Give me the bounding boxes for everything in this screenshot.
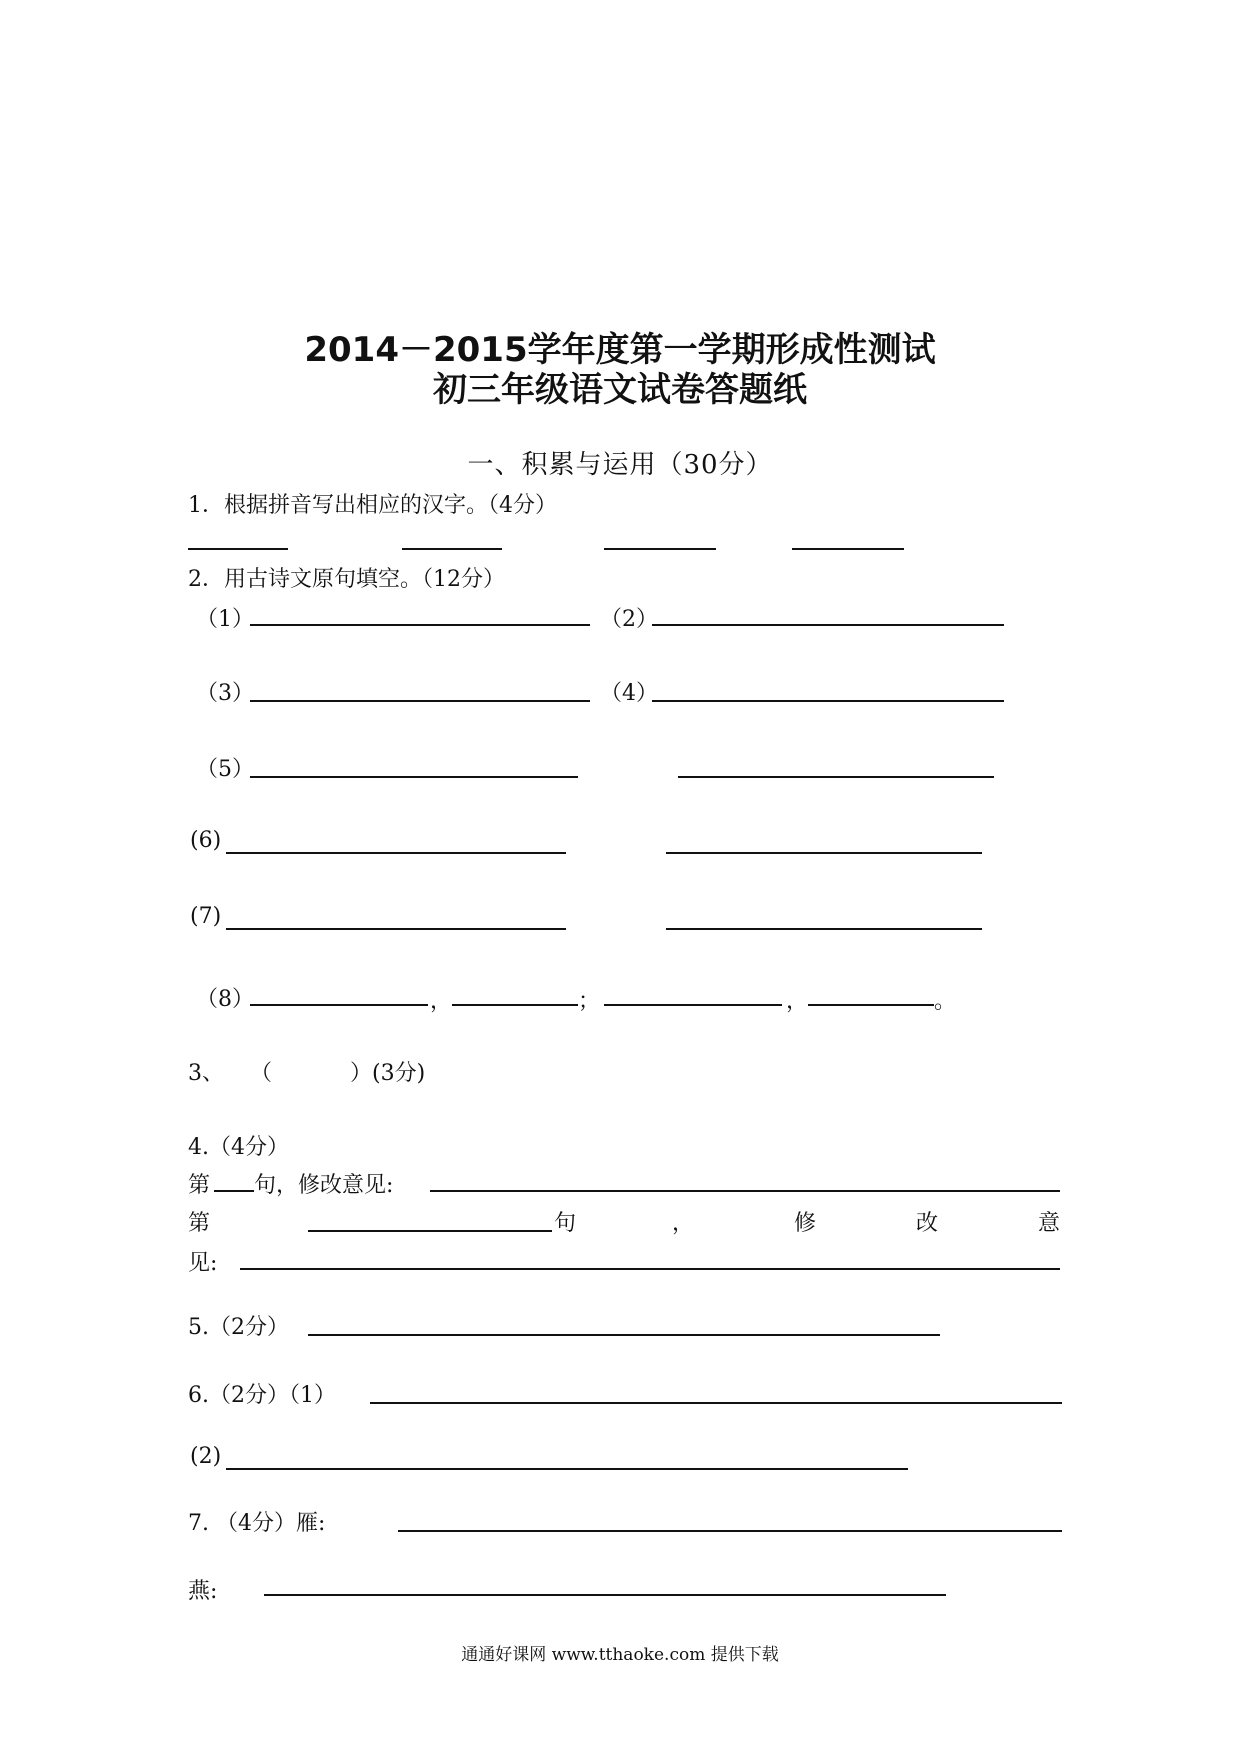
q4-line2-yi: 意 [1038, 1211, 1061, 1236]
q4-line2-comma: ， [672, 1211, 695, 1236]
question-6-label: 6.（2分）（1） [188, 1383, 336, 1408]
answer-line-q6-1[interactable] [370, 1402, 1062, 1404]
q3-close-paren-score: ）(3分) [350, 1061, 426, 1086]
q7-sub-label: 燕: [188, 1579, 218, 1604]
question-2-label: 2．用古诗文原句填空。（12分） [188, 567, 505, 592]
sheet-subtitle: 初三年级语文试卷答题纸 [433, 370, 807, 410]
q2-item-7-label: (7) [190, 904, 222, 929]
q3-answer-blank[interactable] [282, 1052, 348, 1084]
q4-line2-di: 第 [188, 1211, 211, 1236]
q2-item-1-label: （1） [196, 607, 254, 632]
q2-item-4-label: （4） [600, 681, 658, 706]
answer-line-q2-4[interactable] [652, 700, 1004, 702]
question-3-number: 3、 [188, 1061, 224, 1086]
q4-line1-suffix: 句，修改意见: [254, 1173, 394, 1198]
answer-line-q2-8a[interactable] [250, 1004, 428, 1006]
q2-8-end-mark: 。 [934, 989, 957, 1014]
answer-line-q2-8b[interactable] [452, 1004, 578, 1006]
answer-line-q2-7a[interactable] [226, 928, 566, 930]
answer-line-q4-advice-1[interactable] [430, 1190, 1060, 1192]
q4-line1-di: 第 [188, 1173, 211, 1198]
answer-line-q6-2[interactable] [226, 1468, 908, 1470]
q2-item-2-label: （2） [600, 607, 658, 632]
answer-line-q1-3[interactable] [604, 548, 716, 550]
section-heading: 一、积累与运用（30分） [467, 450, 773, 480]
answer-line-q1-4[interactable] [792, 548, 904, 550]
sheet-title: 2014－2015学年度第一学期形成性测试 [304, 330, 936, 370]
q4-line2-ju: 句 [554, 1211, 577, 1236]
q2-item-6-label: (6) [190, 828, 222, 853]
answer-line-q7-yan[interactable] [398, 1530, 1062, 1532]
q2-8-separator-1: ， [430, 989, 453, 1014]
answer-line-q2-7b[interactable] [666, 928, 982, 930]
answer-line-q2-2[interactable] [652, 624, 1004, 626]
question-5-label: 5.（2分） [188, 1315, 289, 1340]
answer-line-q2-5b[interactable] [678, 776, 994, 778]
q2-8-separator-2: ； [578, 989, 601, 1014]
q2-item-5-label: （5） [196, 757, 254, 782]
answer-line-q4-sentence-1[interactable] [214, 1190, 254, 1192]
q2-8-separator-3: ， [786, 989, 809, 1014]
q3-open-paren: （ [250, 1061, 273, 1086]
answer-line-q5[interactable] [308, 1334, 940, 1336]
q4-line3-jian: 见: [188, 1251, 218, 1276]
q2-item-8-label: （8） [196, 987, 254, 1012]
answer-line-q2-3[interactable] [250, 700, 590, 702]
answer-line-q2-8c[interactable] [604, 1004, 782, 1006]
answer-line-q2-6b[interactable] [666, 852, 982, 854]
answer-line-q4-advice-2[interactable] [240, 1268, 1060, 1270]
answer-line-q7-swallow[interactable] [264, 1594, 946, 1596]
answer-line-q1-2[interactable] [402, 548, 502, 550]
footer-source-text: 通通好课网 www.tthaoke.com 提供下载 [461, 1645, 779, 1665]
question-4-label: 4.（4分） [188, 1135, 289, 1160]
answer-line-q2-5a[interactable] [250, 776, 578, 778]
q4-line2-xiu: 修 [794, 1211, 817, 1236]
q4-line2-gai: 改 [916, 1211, 939, 1236]
answer-line-q1-1[interactable] [188, 548, 288, 550]
q2-item-3-label: （3） [196, 681, 254, 706]
q6-sub-2-label: (2) [190, 1444, 222, 1469]
answer-line-q2-6a[interactable] [226, 852, 566, 854]
question-1-label: 1．根据拼音写出相应的汉字。（4分） [188, 493, 557, 518]
answer-line-q4-sentence-2[interactable] [308, 1230, 552, 1232]
question-7-label: 7. （4分）雁: [188, 1511, 326, 1536]
answer-line-q2-1[interactable] [250, 624, 590, 626]
answer-line-q2-8d[interactable] [808, 1004, 934, 1006]
